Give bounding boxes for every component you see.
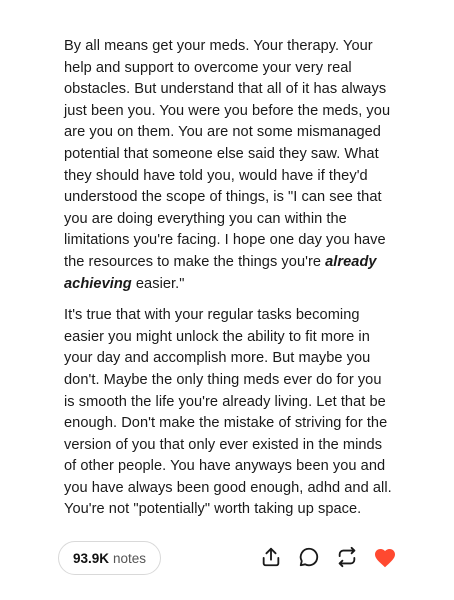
post-body	[64, 36, 394, 531]
heart-icon	[373, 546, 397, 568]
paragraph-1-text-end: easier."	[131, 275, 185, 292]
reply-button[interactable]	[296, 544, 322, 570]
reblog-icon	[336, 546, 358, 568]
post-paragraph-1	[64, 36, 394, 295]
post-paragraph-2	[64, 305, 394, 521]
notes-count: 93.9K	[73, 550, 110, 566]
emphasized-text: already achieving	[64, 253, 377, 292]
reply-icon	[298, 546, 320, 568]
share-icon	[260, 546, 282, 568]
reblog-button[interactable]	[334, 544, 360, 570]
share-button[interactable]	[258, 544, 284, 570]
post-footer	[58, 539, 398, 579]
notes-label: notes	[113, 550, 147, 566]
post-actions	[246, 544, 398, 570]
like-button[interactable]	[372, 544, 398, 570]
paragraph-1-text: By all means get your meds. Your therapy. Your help and support to overcome your very real obstacles. But understand that all of it has always just been you. You were you before the meds, you are you on them. You are not some mismanaged potential that someone else said they saw. What they should have told you, would have if they'd understood the scope of things, is "I can see that you are doing everything you can within the limitations you're facing. I hope one day you have the resources to make the things you're	[64, 38, 391, 270]
paragraph-2-text: It's true that with your regular tasks becoming easier you might unlock the ability to fit more in your day and accomplish more. But maybe you don't. Maybe the only thing meds ever do for you is smooth the life you're already living. Let that be enough. Don't make the mistake of striving for the version of you that only ever existed in the minds of other people. You have anyways been you and you have always been good enough, adhd and all. You're not "potentially" worth taking up space.	[64, 307, 392, 518]
notes-button[interactable]	[58, 541, 161, 575]
